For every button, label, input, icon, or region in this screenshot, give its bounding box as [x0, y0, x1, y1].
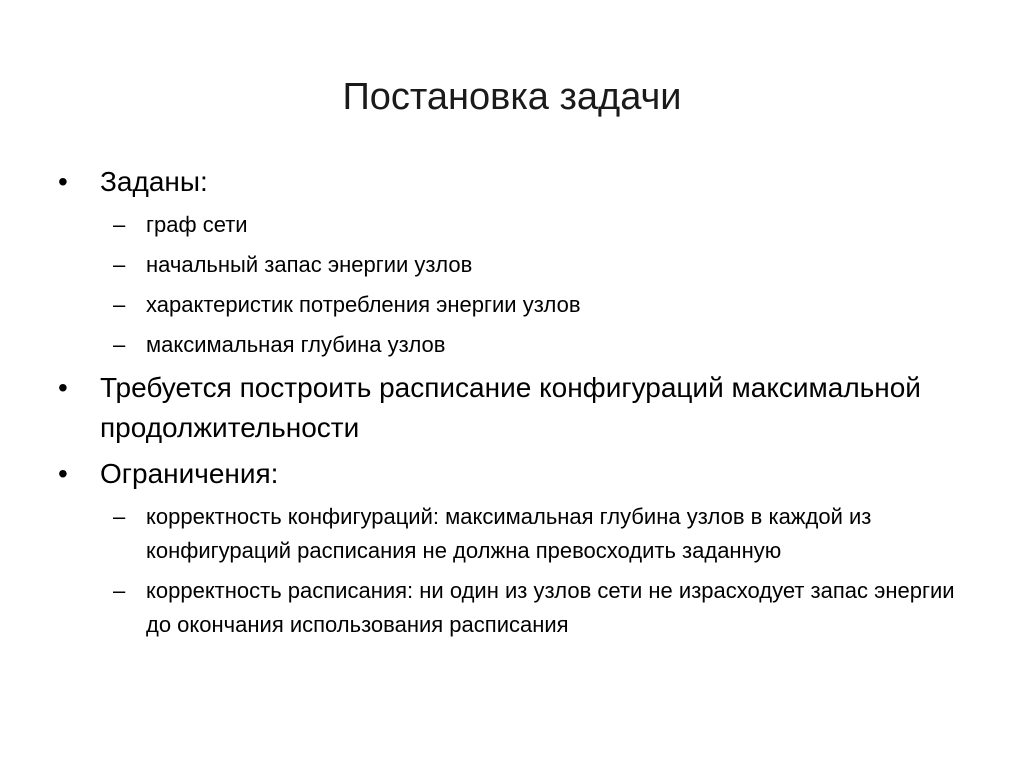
sub-bullet-text: корректность конфигураций: максимальная глубина узлов в каждой из конфигураций расписания не должна превосходить заданную [146, 504, 872, 563]
bullet-text: Ограничения: [100, 458, 279, 489]
sub-bullet-text: максимальная глубина узлов [146, 332, 446, 357]
bullet-icon: • [58, 458, 68, 489]
sub-bullet-item [58, 500, 958, 568]
bullet-icon: • [58, 372, 68, 403]
sub-bullet-text: корректность расписания: ни один из узлов сети не израсходует запас энергии до окончания использования расписания [146, 578, 955, 637]
slide-body [58, 156, 958, 642]
sub-bullet-item [58, 248, 958, 282]
sub-bullet-item [58, 208, 958, 242]
dash-icon: – [113, 504, 126, 529]
dash-icon: – [113, 292, 126, 317]
dash-icon: – [113, 212, 126, 237]
bullet-item [58, 368, 958, 448]
sub-bullet-text: граф сети [146, 212, 248, 237]
sub-bullet-item [58, 288, 958, 322]
bullet-icon: • [58, 166, 68, 197]
bullet-text: Заданы: [100, 166, 208, 197]
dash-icon: – [113, 252, 126, 277]
bullet-item [58, 162, 958, 202]
bullet-item [58, 454, 958, 494]
sub-bullet-item [58, 574, 958, 642]
sub-bullet-item [58, 328, 958, 362]
sub-bullet-text: начальный запас энергии узлов [146, 252, 473, 277]
dash-icon: – [113, 332, 126, 357]
bullet-text: Требуется построить расписание конфигураций максимальной продолжительности [100, 372, 921, 443]
sub-bullet-text: характеристик потребления энергии узлов [146, 292, 581, 317]
dash-icon: – [113, 578, 126, 603]
slide-title: Постановка задачи [342, 76, 682, 118]
